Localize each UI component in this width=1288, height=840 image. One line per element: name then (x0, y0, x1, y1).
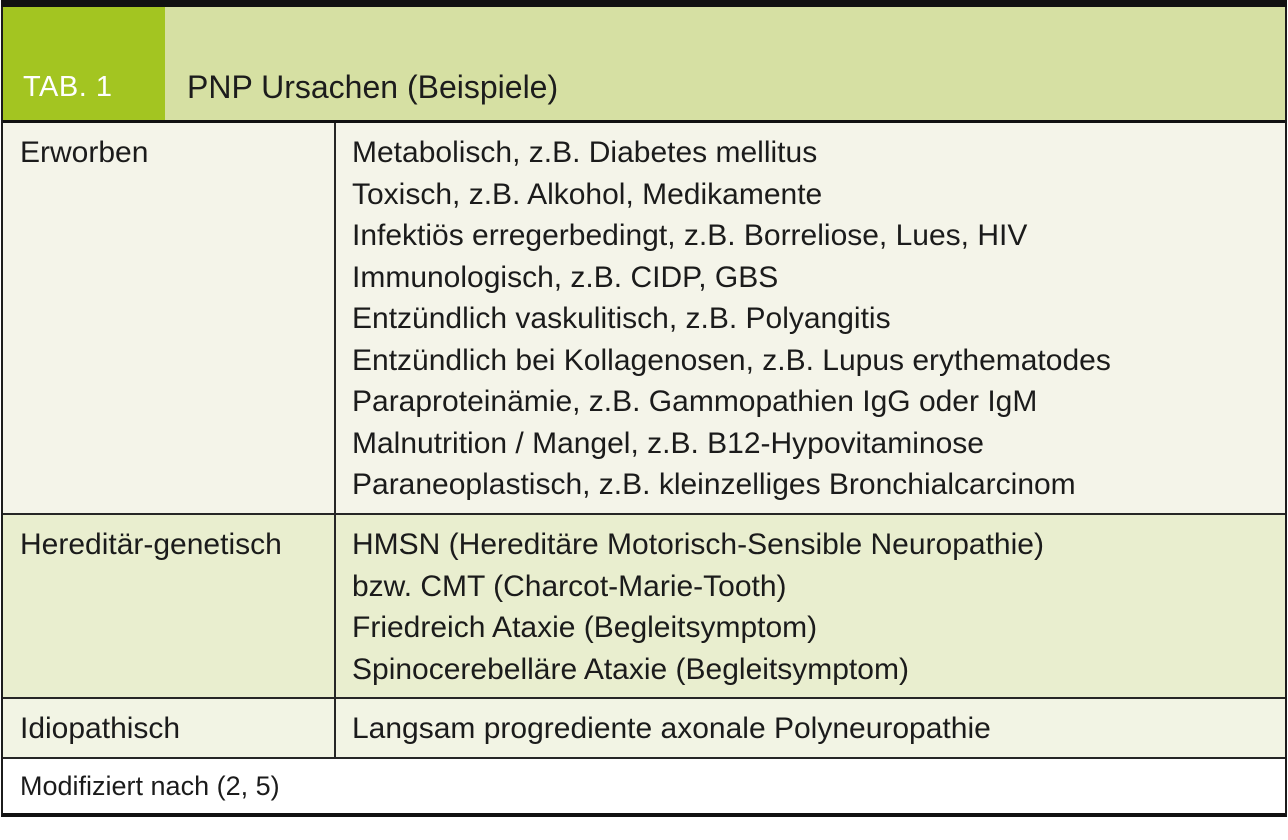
footer-note: Modifiziert nach (2, 5) (20, 770, 280, 801)
table-tag-badge: TAB. 1 (3, 7, 165, 120)
content-line: Paraproteinämie, z.B. Gammopathien IgG oder IgM (352, 385, 1038, 418)
table-footer (3, 759, 1285, 813)
content-line: Entzündlich bei Kollagenosen, z.B. Lupus erythematodes (352, 343, 1111, 377)
row-content (336, 699, 1285, 757)
content-line: Entzündlich vaskulitisch, z.B. Polyangitis (352, 302, 891, 335)
content-line: Friedreich Ataxie (Begleitsymptom) (352, 611, 818, 644)
row-label: Erworben (3, 123, 336, 513)
content-line: HMSN (Hereditäre Motorisch-Sensible Neuropathie) (352, 528, 1044, 561)
row-label: Hereditär-genetisch (3, 515, 336, 697)
content-line: Metabolisch, z.B. Diabetes mellitus (352, 136, 818, 169)
content-line: Malnutrition / Mangel, z.B. B12-Hypovitaminose (352, 426, 984, 460)
pnp-causes-table (1, 0, 1287, 817)
content-line: Spinocerebelläre Ataxie (Begleitsymptom) (352, 652, 909, 686)
table-title: PNP Ursachen (Beispiele) (165, 7, 1285, 120)
row-content (336, 123, 1285, 513)
table-row-idiopathisch (3, 699, 1285, 759)
content-line: Toxisch, z.B. Alkohol, Medikamente (352, 177, 823, 211)
content-line: Immunologisch, z.B. CIDP, GBS (352, 260, 779, 294)
table-top-rule (1, 0, 1287, 7)
content-line: bzw. CMT (Charcot-Marie-Tooth) (352, 569, 787, 603)
content-line: Langsam progrediente axonale Polyneuropathie (352, 712, 991, 745)
table-header (3, 7, 1285, 123)
table-row-erworben (3, 123, 1285, 515)
row-label: Idiopathisch (3, 699, 336, 757)
table-row-hereditaer-genetisch (3, 515, 1285, 699)
content-line: Infektiös erregerbedingt, z.B. Borreliose, Lues, HIV (352, 219, 1028, 252)
content-line: Paraneoplastisch, z.B. kleinzelliges Bronchialcarcinom (352, 468, 1076, 501)
row-content (336, 515, 1285, 697)
